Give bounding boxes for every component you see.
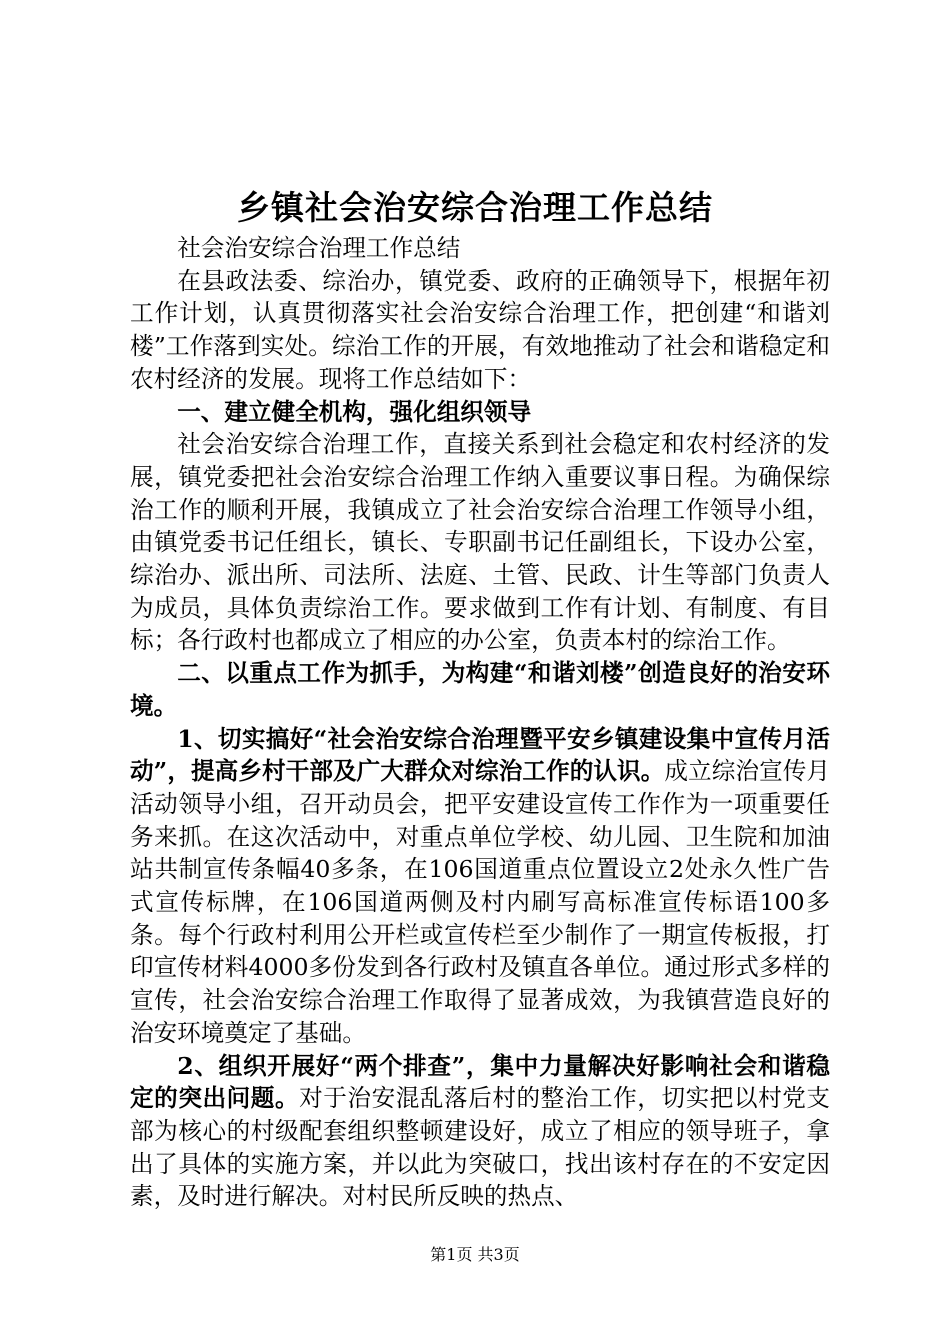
section1-heading: 一、建立健全机构，强化组织领导 [177, 397, 532, 426]
section1-paragraph: 社会治安综合治理工作，直接关系到社会稳定和农村经济的发展，镇党委把社会治安综合治理工作纳入重要议事日程。为确保综治工作的顺利开展，我镇成立了社会治安综合治理工作领导小组，由镇党委书记任组长，镇长、专职副书记任副组长，下设办公室，综治办、派出所、司法所、法庭、土管、民政、计生等部门负责人为成员，具体负责综治工作。要求做到工作有计划、有制度、有目标；各行政村也都成立了相应的办公室，负责本村的综治工作。 [130, 430, 830, 655]
item2-paragraph [130, 1050, 830, 1214]
item1-lead: 1、切实搞好“社会治安综合治理暨平安乡镇建设集中宣传月活动”，提高乡村干部及广大群众对综治工作的认识。 [130, 724, 830, 786]
intro-paragraph: 在县政法委、综治办，镇党委、政府的正确领导下，根据年初工作计划，认真贯彻落实社会治安综合治理工作，把创建“和谐刘楼”工作落到实处。综治工作的开展，有效地推动了社会和谐稳定和农村经济的发展。现将工作总结如下： [130, 266, 830, 393]
subtitle-paragraph: 社会治安综合治理工作总结 [177, 234, 461, 262]
item1-text: 成立综治宣传月活动领导小组，召开动员会，把平安建设宣传工作作为一项重要任务来抓。在这次活动中，对重点单位学校、幼儿园、卫生院和加油站共制宣传条幅40多条，在106国道重点位置设立2处永久性广告式宣传标牌，在106国道两侧及村内刷写高标准宣传标语100多条。每个行政村利用公开栏或宣传栏至少制作了一期宣传板报，打印宣传材料4000多份发到各行政村及镇直各单位。通过形式多样的宣传，社会治安综合治理工作取得了显著成效，为我镇营造良好的治安环境奠定了基础。 [130, 757, 831, 1047]
document-body [130, 232, 830, 1213]
item2-text: 对于治安混乱落后村的整治工作，切实把以村党支部为核心的村级配套组织整顿建设好，成立了相应的领导班子，拿出了具体的实施方案，并以此为突破口，找出该村存在的不安定因素，及时进行解决。对村民所反映的热点、 [130, 1084, 831, 1211]
item1-paragraph [130, 723, 830, 1050]
page-footer: 第1页 共3页 [430, 1245, 520, 1264]
section2-heading: 二、以重点工作为抓手，为构建“和谐刘楼”创造良好的治安环境。 [130, 659, 830, 720]
document-title: 乡镇社会治安综合治理工作总结 [237, 188, 713, 227]
item2-lead: 2、组织开展好“两个排查”，集中力量解决好影响社会和谐稳定的突出问题。 [130, 1051, 830, 1113]
